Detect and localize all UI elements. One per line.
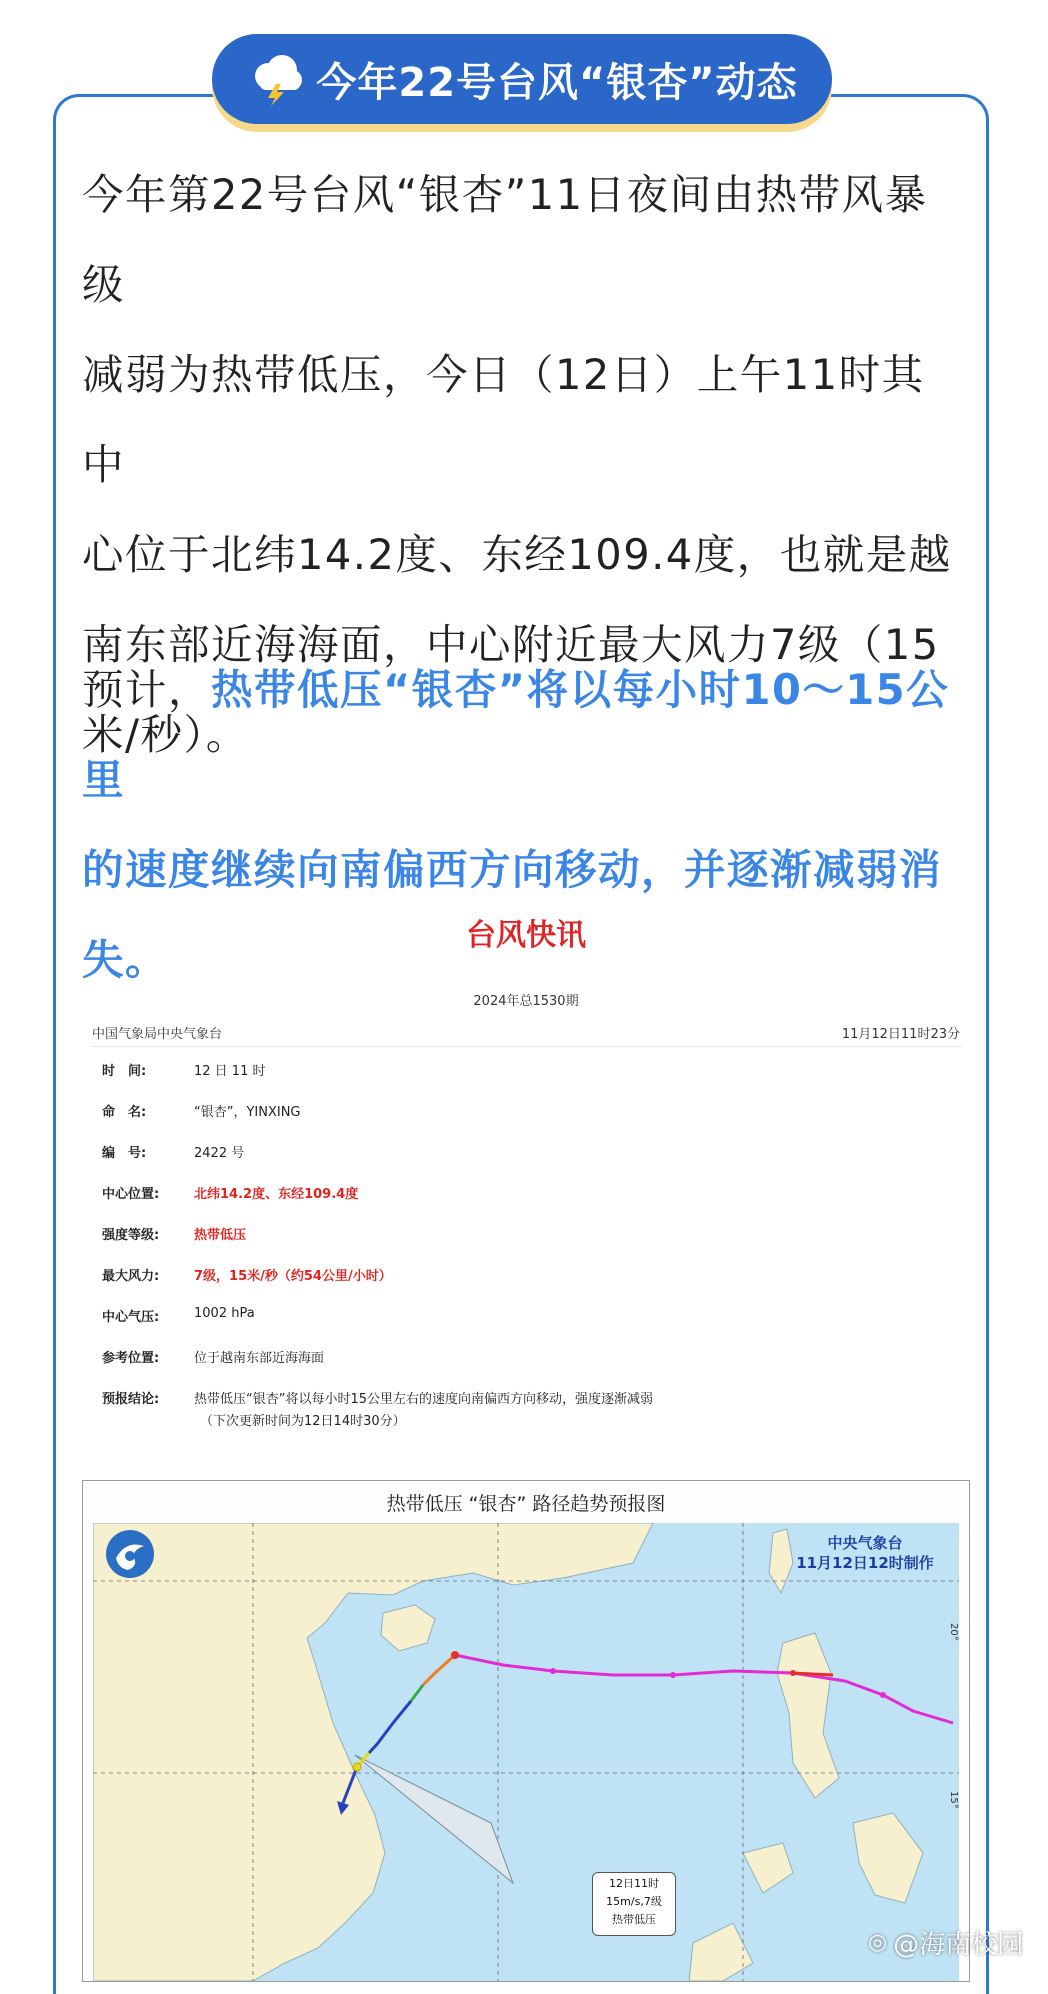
watermark xyxy=(868,1924,1023,1961)
field-label: 中心位置: xyxy=(102,1187,160,1202)
bulletin-title: 台风快讯 xyxy=(466,918,586,953)
paragraph-line: 米/秒）。 xyxy=(82,710,249,759)
map-agency-name: 中央气象台 xyxy=(827,1534,903,1552)
paragraph-line: 南东部近海海面，中心附近最大风力7级（15 xyxy=(82,620,940,669)
position-callout xyxy=(592,1872,676,1936)
track-point xyxy=(451,1651,459,1659)
bulletin-agency: 中国气象局中央气象台 xyxy=(92,1027,223,1042)
track-line-severe-storm xyxy=(793,1673,833,1675)
track-point xyxy=(670,1672,676,1678)
lat-label-20: 20° xyxy=(948,1623,959,1641)
field-label: 时 间: xyxy=(102,1064,147,1079)
thunder-cloud-icon xyxy=(246,50,306,116)
field-value: 1002 hPa xyxy=(194,1306,255,1321)
field-value: 热带低压 xyxy=(194,1228,247,1243)
field-label: 强度等级: xyxy=(102,1228,160,1243)
weibo-icon: ◎ xyxy=(868,1930,888,1955)
callout-wind: 15m/s,7级 xyxy=(606,1895,662,1908)
divider xyxy=(92,1046,962,1047)
field-value-note: （下次更新时间为12日14时30分） xyxy=(200,1414,406,1429)
page-title: 今年22号台风“银杏”动态 xyxy=(316,59,798,106)
track-point xyxy=(880,1692,886,1698)
bulletin-timestamp: 11月12日11时23分 xyxy=(841,1027,960,1042)
field-label: 编 号: xyxy=(102,1146,147,1161)
map-made-time: 11月12日12时制作 xyxy=(796,1554,934,1572)
paragraph-line: 今年第22号台风“银杏”11日夜间由热带风暴级 xyxy=(82,170,928,309)
field-value: 热带低压“银杏”将以每小时15公里左右的速度向南偏西方向移动，强度逐渐减弱 xyxy=(194,1392,654,1407)
map-agency-stamp xyxy=(770,1533,960,1573)
forecast-highlight: 的速度继续向南偏西方向移动，并逐渐减弱消 xyxy=(82,845,943,894)
field-value: 7级，15米/秒（约54公里/小时） xyxy=(194,1269,392,1284)
field-value: 2422 号 xyxy=(194,1146,245,1161)
cma-logo xyxy=(104,1528,156,1584)
field-value: “银杏”，YINXING xyxy=(194,1105,301,1120)
field-label: 参考位置: xyxy=(102,1351,160,1366)
forecast-lead: 预计， xyxy=(82,665,212,714)
field-value: 位于越南东部近海海面 xyxy=(194,1351,325,1366)
callout-grade: 热带低压 xyxy=(612,1913,656,1926)
lat-label-15: 15° xyxy=(948,1791,959,1809)
current-position xyxy=(353,1763,361,1771)
field-value: 北纬14.2度、东经109.4度 xyxy=(194,1187,359,1202)
title-banner xyxy=(212,34,832,124)
bulletin-issue: 2024年总1530期 xyxy=(473,994,579,1009)
callout-time: 12日11时 xyxy=(609,1877,659,1890)
watermark-text: @海南校园 xyxy=(893,1930,1024,1960)
field-label: 命 名: xyxy=(102,1105,147,1120)
map-canvas xyxy=(93,1523,959,1981)
field-label: 中心气压: xyxy=(102,1310,160,1325)
field-label: 预报结论: xyxy=(102,1392,160,1407)
paragraph-line xyxy=(82,645,962,825)
track-point xyxy=(550,1668,556,1674)
field-value: 12 日 11 时 xyxy=(194,1064,266,1079)
paragraph-line: 减弱为热带低压，今日（12日）上午11时其中 xyxy=(82,350,925,489)
map-title: 热带低压 “银杏” 路径趋势预报图 xyxy=(386,1493,666,1515)
track-point xyxy=(790,1670,796,1676)
forecast-highlight: 热带低压“银杏”将以每小时10～15公里 xyxy=(82,665,950,804)
forecast-highlight: 失。 xyxy=(82,935,169,984)
field-label: 最大风力: xyxy=(102,1269,160,1284)
paragraph-line: 心位于北纬14.2度、东经109.4度，也就是越 xyxy=(82,530,952,579)
